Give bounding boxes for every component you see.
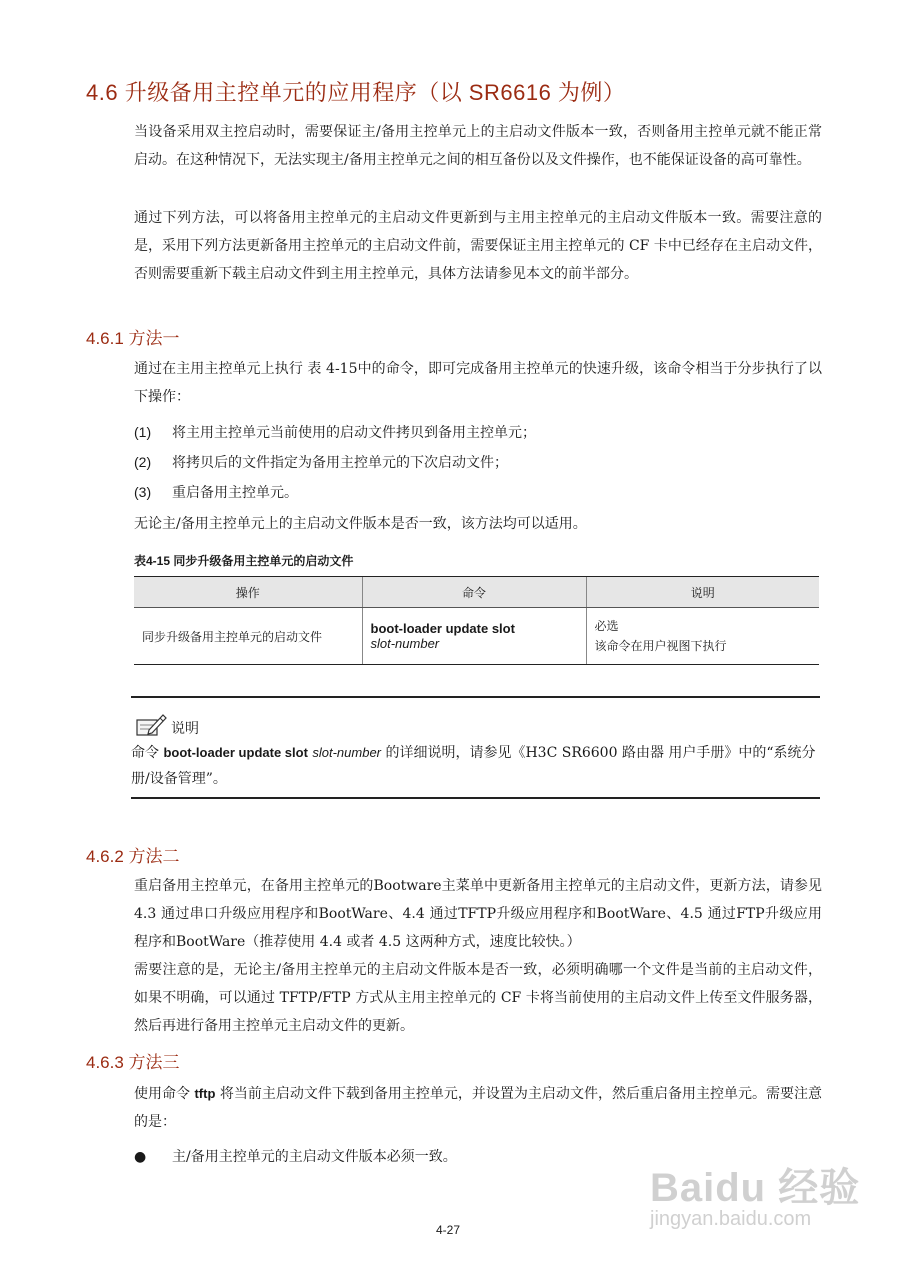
section-heading-4-6: 4.6 升级备用主控单元的应用程序（以 SR6616 为例） xyxy=(86,80,626,105)
table-header-cell: 说明 xyxy=(586,577,819,608)
table-header-cell: 操作 xyxy=(134,577,362,608)
method3-command: tftp xyxy=(194,1086,216,1101)
table-cell-operation xyxy=(134,608,362,665)
bullet-dot-icon: ● xyxy=(134,1149,147,1165)
method2-paragraph-2: 需要注意的是，无论主/备用主控单元的主启动文件版本是否一致，必须明确哪一个文件是当前的主启动文件，如果不明确，可以通过 TFTP/FTP 方式从主用主控单元的 CF 卡将当前使用的主启动文件上传至文件服务器，然后再进行备用主控单元主启动文件的更新。 xyxy=(134,962,822,1034)
command-table xyxy=(134,576,819,665)
method3-paragraph xyxy=(134,1080,822,1136)
method1-applicability: 无论主/备用主控单元上的主启动文件版本是否一致，该方法均可以适用。 xyxy=(134,516,587,532)
note-command-argument: slot-number xyxy=(312,745,381,760)
description-line: 必选 xyxy=(594,619,619,633)
note-prefix: 命令 xyxy=(131,745,164,761)
command-keyword: boot-loader update slot xyxy=(370,621,515,636)
description-line: 该命令在用户视图下执行 xyxy=(594,639,727,653)
watermark-logo: Baidu 经验 xyxy=(650,1166,861,1210)
table-row xyxy=(134,608,819,665)
table-cell-command xyxy=(362,608,586,665)
note-suffix: 的详细说明，请参见《H3C SR6600 路由器 用户手册》中的“系统分册/设备管理”。 xyxy=(131,745,816,787)
list-number: (2) xyxy=(134,454,152,470)
section-heading-4-6-1: 4.6.1 方法一 xyxy=(86,329,180,348)
list-number: (3) xyxy=(134,484,152,500)
bullet-text: 主/备用主控单元的主启动文件版本必须一致。 xyxy=(172,1149,457,1165)
table-header-cell: 命令 xyxy=(362,577,586,608)
method1-paragraph: 通过在主用主控单元上执行 表 4-15中的命令，即可完成备用主控单元的快速升级，该命令相当于分步执行了以下操作： xyxy=(134,361,822,405)
note-title: 说明 xyxy=(171,721,199,737)
list-number: (1) xyxy=(134,424,152,440)
list-text: 将拷贝后的文件指定为备用主控单元的下次启动文件； xyxy=(172,455,508,471)
operation-text: 同步升级备用主控单元的启动文件 xyxy=(142,629,323,644)
method3-prefix: 使用命令 xyxy=(134,1086,195,1102)
watermark xyxy=(640,1148,870,1248)
method3-suffix: 将当前主启动文件下载到备用主控单元，并设置为主启动文件，然后重启备用主控单元。需要注意的是： xyxy=(134,1086,822,1130)
intro-paragraph-2: 通过下列方法，可以将备用主控单元的主启动文件更新到与主用主控单元的主启动文件版本一致。需要注意的是，采用下列方法更新备用主控单元的主启动文件前，需要保证主用主控单元的 CF 卡中已经存在主启动文件，否则需要重新下载主启动文件到主用主控单元，具体方法请参见本文的前半部分。 xyxy=(134,210,822,282)
watermark-url: jingyan.baidu.com xyxy=(650,1208,812,1230)
command-argument: slot-number xyxy=(370,636,440,651)
section-heading-4-6-2: 4.6.2 方法二 xyxy=(86,847,180,866)
table-header-row xyxy=(134,577,819,608)
list-item xyxy=(134,420,536,445)
section-heading-4-6-3: 4.6.3 方法三 xyxy=(86,1053,180,1072)
note-box xyxy=(131,696,820,799)
intro-paragraph-1: 当设备采用双主控启动时，需要保证主/备用主控单元上的主启动文件版本一致，否则备用主控单元就不能正常启动。在这种情况下，无法实现主/备用主控单元之间的相互备份以及文件操作，也不能保证设备的高可靠性。 xyxy=(134,124,822,168)
method2-paragraph-1: 重启备用主控单元，在备用主控单元的Bootware主菜单中更新备用主控单元的主启动文件，更新方法，请参见 4.3 通过串口升级应用程序和BootWare、4.4 通过TFTP升级应用程序和BootWare、4.5 通过FTP升级应用程序和BootWare（推荐使用 4.4 或者 4.5 这两种方式，速度比较快。） xyxy=(134,878,822,950)
list-text: 重启备用主控单元。 xyxy=(172,485,298,501)
list-text: 将主用主控单元当前使用的启动文件拷贝到备用主控单元； xyxy=(172,425,536,441)
pencil-note-icon xyxy=(135,712,167,742)
list-item xyxy=(134,480,298,505)
table-caption: 表4-15 同步升级备用主控单元的启动文件 xyxy=(134,554,354,568)
note-command-keyword: boot-loader update slot xyxy=(163,745,308,760)
note-body xyxy=(131,740,820,792)
page-number: 4-27 xyxy=(436,1223,461,1237)
table-cell-description xyxy=(586,608,819,665)
bullet-item xyxy=(134,1146,457,1166)
list-item xyxy=(134,450,508,475)
